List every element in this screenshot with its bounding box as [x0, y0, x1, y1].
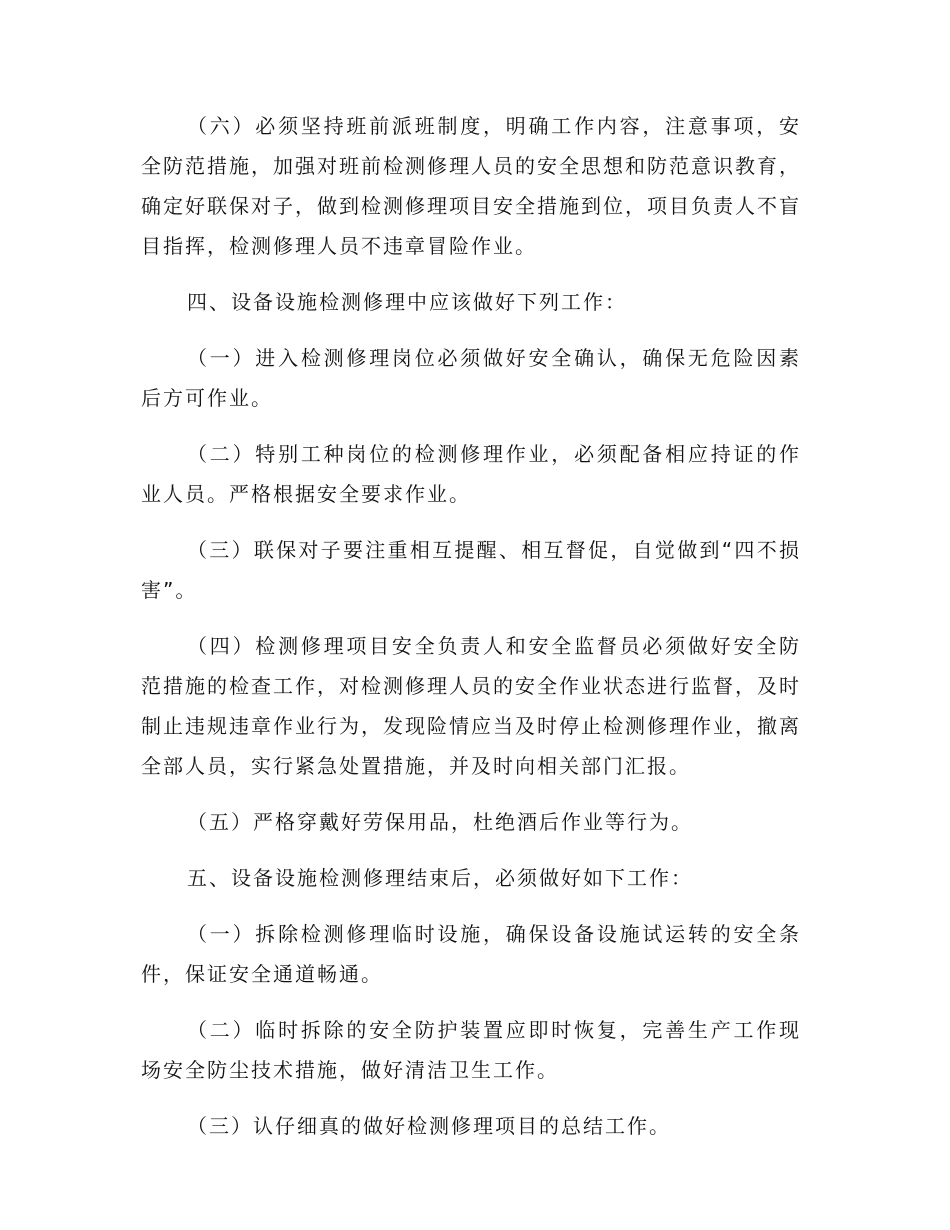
paragraph-item-3: （三）认仔细真的做好检测修理项目的总结工作。 — [187, 1114, 671, 1138]
document-page — [141, 106, 801, 1162]
paragraph-item-4: （四）检测修理项目安全负责人和安全监督员必须做好安全防范措施的检查工作，对检测修理人员的安全作业状态进行监督，及时制止违规违章作业行为，发现险情应当及时停止检测修理作业，撤离全部人员，实行紧急处置措施，并及时向相关部门汇报。 — [141, 634, 801, 778]
paragraph-item-1: （一）拆除检测修理临时设施，确保设备设施试运转的安全条件，保证安全通道畅通。 — [141, 922, 801, 986]
paragraph-item-3: （三）联保对子要注重相互提醒、相互督促，自觉做到“四不损害”。 — [141, 538, 801, 602]
paragraph-item-6: （六）必须坚持班前派班制度，明确工作内容，注意事项，安全防范措施，加强对班前检测修理人员的安全思想和防范意识教育，确定好联保对子，做到检测修理项目安全措施到位，项目负责人不盲目指挥，检测修理人员不违章冒险作业。 — [141, 114, 801, 258]
paragraph-item-2: （二）特别工种岗位的检测修理作业，必须配备相应持证的作业人员。严格根据安全要求作业。 — [141, 442, 801, 506]
paragraph-item-1: （一）进入检测修理岗位必须做好安全确认，确保无危险因素后方可作业。 — [141, 346, 801, 410]
paragraph-item-2: （二）临时拆除的安全防护装置应即时恢复，完善生产工作现场安全防尘技术措施，做好清洁卫生工作。 — [141, 1018, 801, 1082]
section-heading-5: 五、设备设施检测修理结束后，必须做好如下工作： — [187, 866, 693, 890]
paragraph-item-5: （五）严格穿戴好劳保用品，杜绝酒后作业等行为。 — [187, 810, 693, 834]
section-heading-4: 四、设备设施检测修理中应该做好下列工作： — [187, 290, 627, 314]
